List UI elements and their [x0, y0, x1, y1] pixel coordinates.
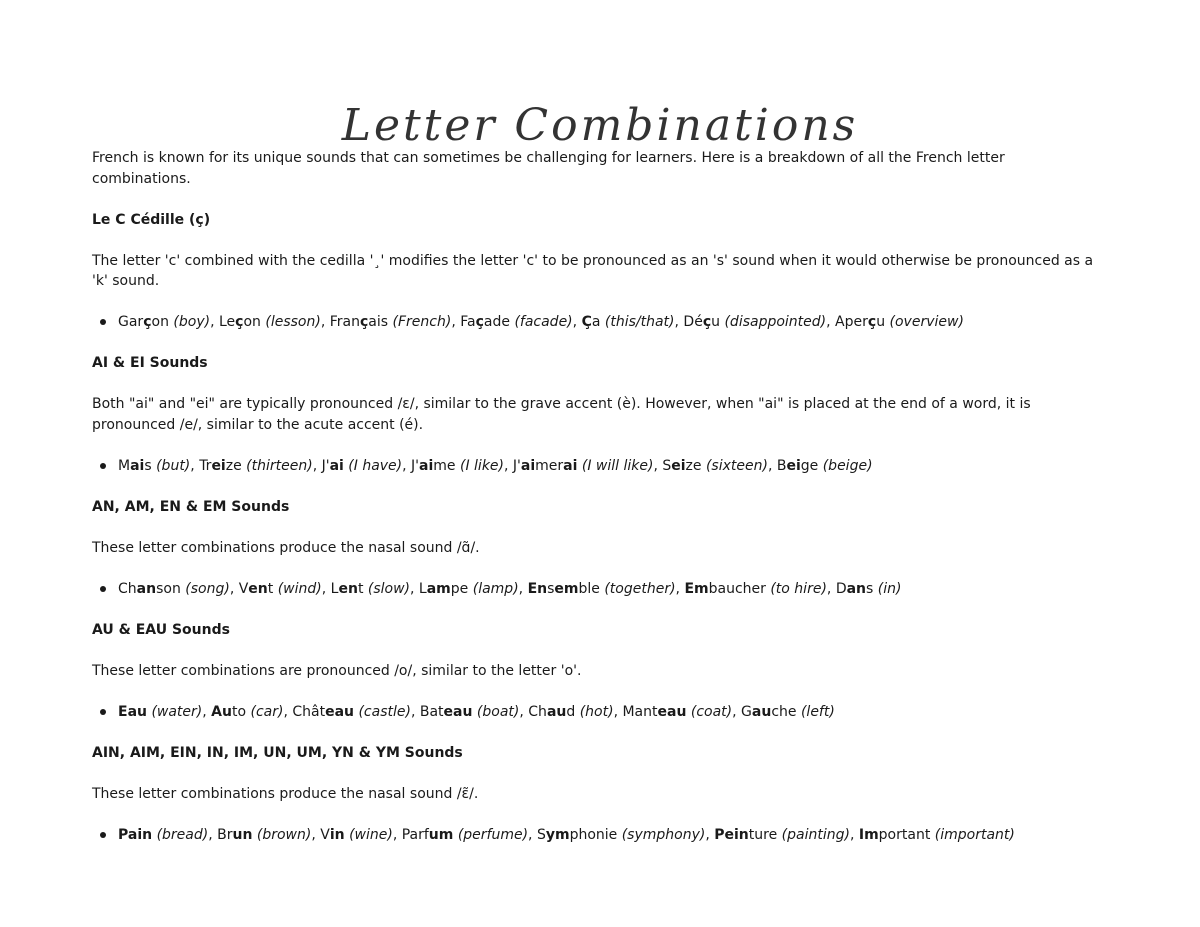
- word-fragment: Le: [218, 314, 236, 330]
- highlighted-letters: an: [846, 580, 867, 597]
- word-fragment: B: [776, 457, 787, 474]
- example-word: [199, 458, 242, 474]
- word-fragment: ble: [578, 580, 600, 597]
- word-fragment: me: [433, 457, 456, 474]
- word-fragment: Chât: [292, 703, 326, 720]
- example-word: [836, 581, 874, 597]
- example-word: [211, 704, 246, 720]
- highlighted-letters: ç: [235, 314, 244, 330]
- example-word: [292, 704, 354, 720]
- example-word: [662, 458, 701, 474]
- word-fragment: d: [566, 703, 576, 720]
- example-line: Pain (bread), Brun (brown), Vin (wine), Parfum (perfume), Symphonie (symphony), Peinture (painting), Important (important): [118, 825, 1102, 846]
- word-fragment: ture: [748, 826, 778, 843]
- word-fragment: baucher: [708, 580, 766, 597]
- example-meaning: (water): [151, 703, 203, 720]
- word-fragment: Tr: [199, 457, 212, 474]
- example-meaning: (slow): [367, 580, 411, 597]
- example-word: [683, 314, 720, 330]
- section-description: Both "ai" and "ei" are typically pronounced /ɛ/, similar to the grave accent (è). However, when "ai" is placed at the end of a word, it is pronounced /e/, similar to the acute accent (é).: [92, 396, 1031, 433]
- word-fragment: ze: [685, 457, 702, 474]
- example-word: [330, 314, 388, 330]
- section-ai-ei: [92, 353, 1102, 476]
- highlighted-letters: ei: [671, 457, 686, 474]
- highlighted-letters: ai: [520, 457, 536, 474]
- document-body: [92, 148, 1102, 866]
- example-word: [239, 581, 274, 597]
- word-fragment: t: [267, 580, 274, 597]
- highlighted-letters: Ç: [581, 314, 592, 330]
- word-fragment: V: [238, 580, 249, 597]
- section-heading: AIN, AIM, EIN, IN, IM, UN, UM, YN & YM Sounds: [92, 744, 463, 761]
- example-list: [92, 579, 1102, 600]
- word-fragment: a: [591, 314, 601, 330]
- word-fragment: S: [662, 457, 672, 474]
- example-word: [118, 581, 181, 597]
- highlighted-letters: eau: [325, 703, 354, 720]
- example-word: [741, 704, 796, 720]
- example-meaning: (boy): [173, 314, 211, 330]
- example-meaning: (but): [156, 457, 191, 474]
- highlighted-letters: um: [428, 826, 454, 843]
- example-word: [331, 581, 364, 597]
- section-heading: AU & EAU Sounds: [92, 621, 230, 638]
- word-fragment: Mant: [622, 703, 658, 720]
- example-line: Chanson (song), Vent (wind), Lent (slow), Lampe (lamp), Ensemble (together), Embaucher (to hire), Dans (in): [118, 579, 1102, 600]
- example-list: [92, 702, 1102, 723]
- example-meaning: (beige): [822, 457, 873, 474]
- highlighted-letters: eau: [443, 703, 473, 720]
- highlighted-letters: ç: [359, 314, 369, 330]
- example-meaning: (symphony): [621, 826, 706, 843]
- example-meaning: (song): [185, 580, 230, 597]
- word-fragment: V: [320, 826, 330, 843]
- example-meaning: (I have): [348, 457, 403, 474]
- word-fragment: G: [741, 703, 752, 720]
- word-fragment: mer: [535, 457, 564, 474]
- example-meaning: (sixteen): [705, 457, 768, 474]
- word-fragment: s: [547, 580, 555, 597]
- word-fragment: s: [866, 580, 874, 597]
- word-fragment: ge: [800, 457, 819, 474]
- example-word: [460, 314, 510, 330]
- example-word: [419, 581, 468, 597]
- page-title: Letter Combinations: [341, 100, 859, 152]
- example-word: [118, 314, 169, 330]
- example-meaning: (painting): [781, 826, 850, 843]
- example-word: [118, 704, 147, 720]
- section-heading: AN, AM, EN & EM Sounds: [92, 498, 290, 515]
- example-meaning: (I will like): [581, 457, 654, 474]
- example-word: [322, 458, 344, 474]
- example-meaning: (overview): [889, 314, 964, 330]
- highlighted-letters: eau: [657, 703, 687, 720]
- section-an-am-en-em: [92, 497, 1102, 600]
- word-fragment: ais: [368, 314, 389, 330]
- example-word: [217, 827, 252, 843]
- word-fragment: ze: [225, 457, 242, 474]
- word-fragment: L: [418, 580, 427, 597]
- highlighted-letters: en: [248, 580, 268, 597]
- example-line: Garçon (boy), Leçon (lesson), Français (French), Façade (facade), Ça (this/that), Déçu (disappointed), Aperçu (overview): [118, 312, 1102, 333]
- word-fragment: che: [771, 703, 797, 720]
- highlighted-letters: Pain: [118, 826, 153, 843]
- example-meaning: (bread): [156, 826, 209, 843]
- example-word: [118, 458, 152, 474]
- highlighted-letters: em: [554, 580, 579, 597]
- highlighted-letters: Eau: [118, 703, 147, 720]
- word-fragment: Ch: [118, 580, 137, 597]
- example-word: [684, 581, 765, 597]
- section-description: The letter 'c' combined with the cedilla '¸' modifies the letter 'c' to be pronounced as an 's' sound when it would otherwise be pronounced as a 'k' sound.: [92, 252, 1094, 289]
- word-fragment: son: [156, 580, 181, 597]
- example-meaning: (lesson): [265, 314, 321, 330]
- word-fragment: on: [243, 314, 261, 330]
- example-meaning: (left): [800, 703, 835, 720]
- example-word: [402, 827, 454, 843]
- example-word: [528, 704, 575, 720]
- word-fragment: L: [330, 580, 339, 597]
- section-au-eau: [92, 620, 1102, 723]
- example-list: [92, 825, 1102, 846]
- word-fragment: portant: [878, 826, 931, 843]
- example-meaning: (coat): [690, 703, 733, 720]
- example-line: Eau (water), Auto (car), Château (castle), Bateau (boat), Chaud (hot), Manteau (coat), Gauche (left): [118, 702, 1102, 723]
- highlighted-letters: Im: [858, 826, 879, 843]
- example-word: [528, 581, 600, 597]
- example-meaning: (wind): [277, 580, 322, 597]
- word-fragment: J': [321, 457, 330, 474]
- word-fragment: Fa: [460, 314, 476, 330]
- example-word: [513, 458, 578, 474]
- example-meaning: (perfume): [457, 826, 529, 843]
- highlighted-letters: ei: [211, 457, 226, 474]
- example-meaning: (boat): [476, 703, 520, 720]
- example-meaning: (French): [392, 314, 452, 330]
- highlighted-letters: ai: [419, 457, 434, 474]
- word-fragment: Aper: [835, 314, 868, 330]
- word-fragment: s: [144, 457, 152, 474]
- example-meaning: (to hire): [770, 580, 827, 597]
- highlighted-letters: en: [338, 580, 358, 597]
- example-word: [835, 314, 885, 330]
- word-fragment: D: [835, 580, 847, 597]
- highlighted-letters: ç: [867, 314, 877, 330]
- word-fragment: Parf: [401, 826, 429, 843]
- example-meaning: (hot): [579, 703, 614, 720]
- word-fragment: Gar: [118, 314, 144, 330]
- example-line: Mais (but), Treize (thirteen), J'ai (I have), J'aime (I like), J'aimerai (I will like), Seize (sixteen), Beige (beige): [118, 456, 1102, 477]
- highlighted-letters: ai: [563, 457, 578, 474]
- word-fragment: u: [711, 314, 721, 330]
- highlighted-letters: au: [751, 703, 772, 720]
- word-fragment: ade: [483, 314, 510, 330]
- highlighted-letters: ç: [475, 314, 484, 330]
- section-description: These letter combinations produce the nasal sound /ɛ̃/.: [92, 785, 479, 802]
- section-description: These letter combinations are pronounced /o/, similar to the letter 'o'.: [92, 662, 582, 679]
- word-fragment: u: [876, 314, 886, 330]
- highlighted-letters: Em: [684, 580, 709, 597]
- highlighted-letters: ç: [143, 314, 152, 330]
- word-fragment: pe: [450, 580, 469, 597]
- word-fragment: Dé: [683, 314, 703, 330]
- section-cedille: [92, 210, 1102, 333]
- section-description: These letter combinations produce the nasal sound /ɑ̃/.: [92, 539, 480, 556]
- example-meaning: (car): [250, 703, 284, 720]
- word-fragment: t: [357, 580, 364, 597]
- example-meaning: (castle): [358, 703, 411, 720]
- example-word: [537, 827, 617, 843]
- example-meaning: (lamp): [472, 580, 519, 597]
- highlighted-letters: au: [546, 703, 567, 720]
- example-word: [320, 827, 344, 843]
- highlighted-letters: ç: [702, 314, 712, 330]
- word-fragment: Fran: [329, 314, 360, 330]
- highlighted-letters: un: [232, 826, 253, 843]
- example-word: [411, 458, 456, 474]
- example-meaning: (I like): [460, 457, 505, 474]
- example-meaning: (in): [877, 580, 902, 597]
- highlighted-letters: Pein: [714, 826, 749, 843]
- highlighted-letters: ai: [329, 457, 344, 474]
- example-word: [777, 458, 818, 474]
- word-fragment: Ch: [528, 703, 547, 720]
- intro-paragraph: French is known for its unique sounds that can sometimes be challenging for learners. Here is a breakdown of all the French letter combinations.: [92, 150, 1005, 187]
- highlighted-letters: ym: [545, 826, 570, 843]
- example-meaning: (disappointed): [724, 314, 827, 330]
- highlighted-letters: an: [136, 580, 157, 597]
- word-fragment: to: [231, 703, 247, 720]
- example-word: [118, 827, 152, 843]
- highlighted-letters: ei: [786, 457, 801, 474]
- word-fragment: on: [151, 314, 169, 330]
- section-nasal-in: [92, 743, 1102, 846]
- example-meaning: (wine): [349, 826, 393, 843]
- word-fragment: J': [512, 457, 521, 474]
- highlighted-letters: ai: [130, 457, 145, 474]
- word-fragment: M: [118, 457, 131, 474]
- highlighted-letters: am: [426, 580, 451, 597]
- highlighted-letters: En: [527, 580, 548, 597]
- word-fragment: phonie: [569, 826, 618, 843]
- example-meaning: (brown): [256, 826, 312, 843]
- word-fragment: Bat: [419, 703, 444, 720]
- word-fragment: S: [536, 826, 546, 843]
- example-word: [219, 314, 261, 330]
- example-meaning: (this/that): [604, 314, 675, 330]
- example-meaning: (together): [604, 580, 676, 597]
- example-list: [92, 312, 1102, 333]
- section-heading: AI & EI Sounds: [92, 355, 208, 371]
- highlighted-letters: in: [329, 826, 345, 843]
- example-word: [714, 827, 777, 843]
- example-word: [420, 704, 473, 720]
- example-word: [582, 314, 601, 330]
- example-meaning: (thirteen): [246, 457, 313, 474]
- word-fragment: Br: [217, 826, 233, 843]
- word-fragment: J': [411, 457, 420, 474]
- highlighted-letters: Au: [211, 703, 232, 720]
- example-word: [622, 704, 686, 720]
- section-heading: Le C Cédille (ç): [92, 211, 211, 228]
- example-list: [92, 456, 1102, 477]
- example-meaning: (important): [934, 826, 1015, 843]
- example-word: [859, 827, 930, 843]
- example-meaning: (facade): [514, 314, 573, 330]
